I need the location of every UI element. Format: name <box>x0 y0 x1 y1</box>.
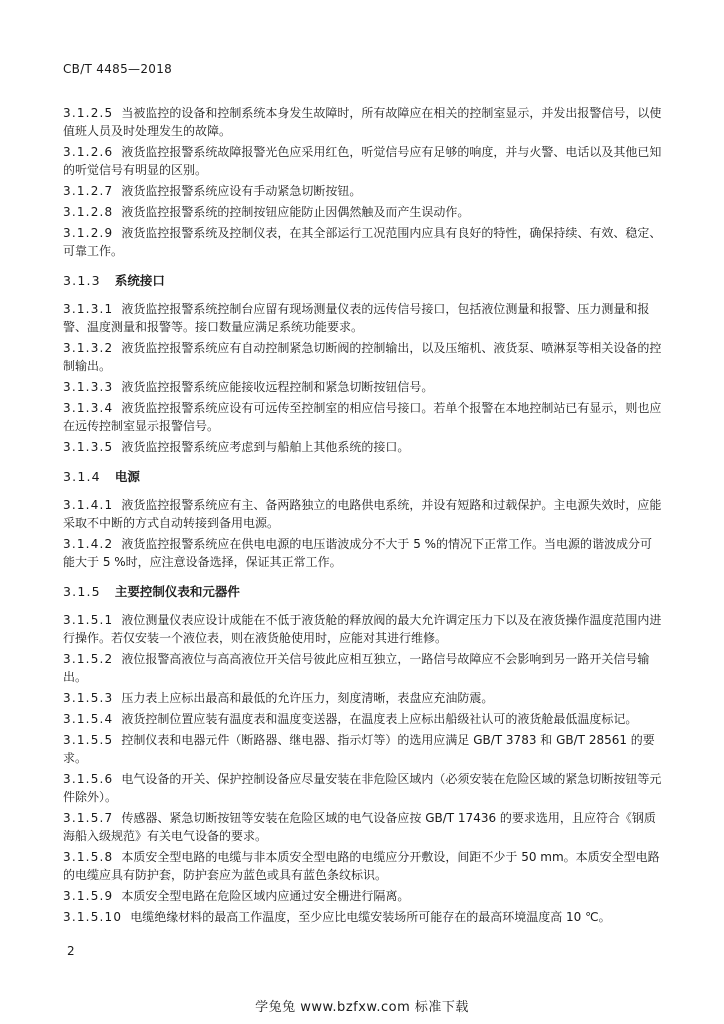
heading-text: 主要控制仪表和元器件 <box>114 584 240 599</box>
clause-text: 液货监控报警系统应在供电电源的电压谐波成分不大于 5 %的情况下正常工作。当电源的谐波成分可能大于 5 %时，应注意设备选择，保证其正常工作。 <box>63 537 653 569</box>
section-heading <box>63 583 663 601</box>
clause-number: 3.1.2.6 <box>63 145 114 159</box>
clause-number: 3.1.3.3 <box>63 380 114 394</box>
clause-text: 电缆绝缘材料的最高工作温度，至少应比电缆安装场所可能存在的最高环境温度高 10 ℃。 <box>130 910 611 924</box>
clause-text: 液货监控报警系统应有主、备两路独立的电路供电系统，并设有短路和过载保护。主电源失效时，应能采取不中断的方式自动转接到备用电源。 <box>63 498 662 530</box>
clause-text: 液货监控报警系统控制台应留有现场测量仪表的远传信号接口，包括液位测量和报警、压力测量和报警、温度测量和报警等。接口数量应满足系统功能要求。 <box>63 302 650 334</box>
clause-number: 3.1.3.1 <box>63 302 114 316</box>
clause-number: 3.1.5.3 <box>63 691 114 705</box>
clause-text: 控制仪表和电器元件（断路器、继电器、指示灯等）的选用应满足 GB/T 3783 和 GB/T 28561 的要求。 <box>63 733 655 765</box>
clause-text: 液货监控报警系统应有自动控制紧急切断阀的控制输出，以及压缩机、液货泵、喷淋泵等相关设备的控制输出。 <box>63 341 662 373</box>
clause-paragraph <box>63 848 663 884</box>
clause-number: 3.1.5.7 <box>63 811 114 825</box>
clause-number: 3.1.5.1 <box>63 613 114 627</box>
clause-text: 压力表上应标出最高和最低的允许压力，刻度清晰，表盘应充油防震。 <box>121 691 494 705</box>
clause-text: 液货监控报警系统应考虑到与船舶上其他系统的接口。 <box>121 440 410 454</box>
clause-number: 3.1.5.5 <box>63 733 114 747</box>
clause-paragraph <box>63 535 663 571</box>
clause-number: 3.1.5.4 <box>63 712 114 726</box>
section-heading <box>63 468 663 486</box>
clause-paragraph <box>63 378 663 396</box>
clause-paragraph <box>63 104 663 140</box>
clause-number: 3.1.4 <box>63 469 101 484</box>
clause-paragraph <box>63 650 663 686</box>
clause-number: 3.1.4.2 <box>63 537 114 551</box>
clause-text: 液货控制位置应装有温度表和温度变送器，在温度表上应标出船级社认可的液货舱最低温度标记。 <box>121 712 638 726</box>
clause-text: 液货监控报警系统及控制仪表，在其全部运行工况范围内应具有良好的特性，确保持续、有效、稳定、可靠工作。 <box>63 226 662 258</box>
clause-text: 本质安全型电路的电缆与非本质安全型电路的电缆应分开敷设，间距不少于 50 mm。本质安全型电路的电缆应具有防护套，防护套应为蓝色或具有蓝色条纹标识。 <box>63 850 660 882</box>
clause-text: 液货监控报警系统故障报警光色应采用红色，听觉信号应有足够的响度，并与火警、电话以及其他已知的听觉信号有明显的区别。 <box>63 145 662 177</box>
clause-number: 3.1.3 <box>63 273 101 288</box>
clause-paragraph <box>63 182 663 200</box>
clause-text: 液货监控报警系统应能接收远程控制和紧急切断按钮信号。 <box>121 380 434 394</box>
standard-code: CB/T 4485—2018 <box>63 62 173 76</box>
page-number: 2 <box>67 944 75 958</box>
clause-paragraph <box>63 689 663 707</box>
clause-paragraph <box>63 339 663 375</box>
heading-text: 电源 <box>114 469 140 484</box>
clause-paragraph <box>63 809 663 845</box>
clause-number: 3.1.5.9 <box>63 889 114 903</box>
footer-watermark[interactable]: 学兔兔 www.bzfxw.com 标准下载 <box>255 1000 469 1015</box>
clause-text: 液位测量仪表应设计成能在不低于液货舱的释放阀的最大允许调定压力下以及在液货操作温度范围内进行操作。若仅安装一个液位表，则在液货舱使用时，应能对其进行维修。 <box>63 613 662 645</box>
clause-paragraph <box>63 224 663 260</box>
clause-number: 3.1.2.7 <box>63 184 114 198</box>
clause-paragraph <box>63 908 663 926</box>
clause-number: 3.1.5 <box>63 584 101 599</box>
clause-number: 3.1.2.5 <box>63 106 114 120</box>
clause-number: 3.1.5.2 <box>63 652 114 666</box>
clause-paragraph <box>63 611 663 647</box>
clause-text: 当被监控的设备和控制系统本身发生故障时，所有故障应在相关的控制室显示，并发出报警信号，以使值班人员及时处理发生的故障。 <box>63 106 662 138</box>
clause-number: 3.1.3.4 <box>63 401 114 415</box>
clause-number: 3.1.5.10 <box>63 910 123 924</box>
clause-paragraph <box>63 203 663 221</box>
clause-paragraph <box>63 770 663 806</box>
clause-text: 液货监控报警系统应设有手动紧急切断按钮。 <box>121 184 362 198</box>
clause-paragraph <box>63 143 663 179</box>
clause-text: 液货监控报警系统应设有可远传至控制室的相应信号接口。若单个报警在本地控制站已有显示，则也应在远传控制室显示报警信号。 <box>63 401 662 433</box>
clause-number: 3.1.5.8 <box>63 850 114 864</box>
clause-number: 3.1.2.9 <box>63 226 114 240</box>
clause-paragraph <box>63 887 663 905</box>
clause-number: 3.1.3.2 <box>63 341 114 355</box>
document-body <box>63 104 663 929</box>
clause-number: 3.1.3.5 <box>63 440 114 454</box>
clause-text: 本质安全型电路在危险区域内应通过安全栅进行隔离。 <box>121 889 410 903</box>
clause-number: 3.1.4.1 <box>63 498 114 512</box>
clause-paragraph <box>63 399 663 435</box>
clause-text: 电气设备的开关、保护控制设备应尽量安装在非危险区域内（必须安装在危险区域的紧急切断按钮等元件除外）。 <box>63 772 662 804</box>
clause-text: 液货监控报警系统的控制按钮应能防止因偶然触及而产生误动作。 <box>121 205 470 219</box>
clause-paragraph <box>63 710 663 728</box>
clause-paragraph <box>63 300 663 336</box>
section-heading <box>63 272 663 290</box>
clause-text: 传感器、紧急切断按钮等安装在危险区域的电气设备应按 GB/T 17436 的要求选用，且应符合《钢质海船入级规范》有关电气设备的要求。 <box>63 811 656 843</box>
clause-number: 3.1.5.6 <box>63 772 114 786</box>
clause-paragraph <box>63 496 663 532</box>
clause-paragraph <box>63 438 663 456</box>
clause-number: 3.1.2.8 <box>63 205 114 219</box>
clause-paragraph <box>63 731 663 767</box>
heading-text: 系统接口 <box>114 273 165 288</box>
clause-text: 液位报警高液位与高高液位开关信号彼此应相互独立，一路信号故障应不会影响到另一路开关信号输出。 <box>63 652 650 684</box>
